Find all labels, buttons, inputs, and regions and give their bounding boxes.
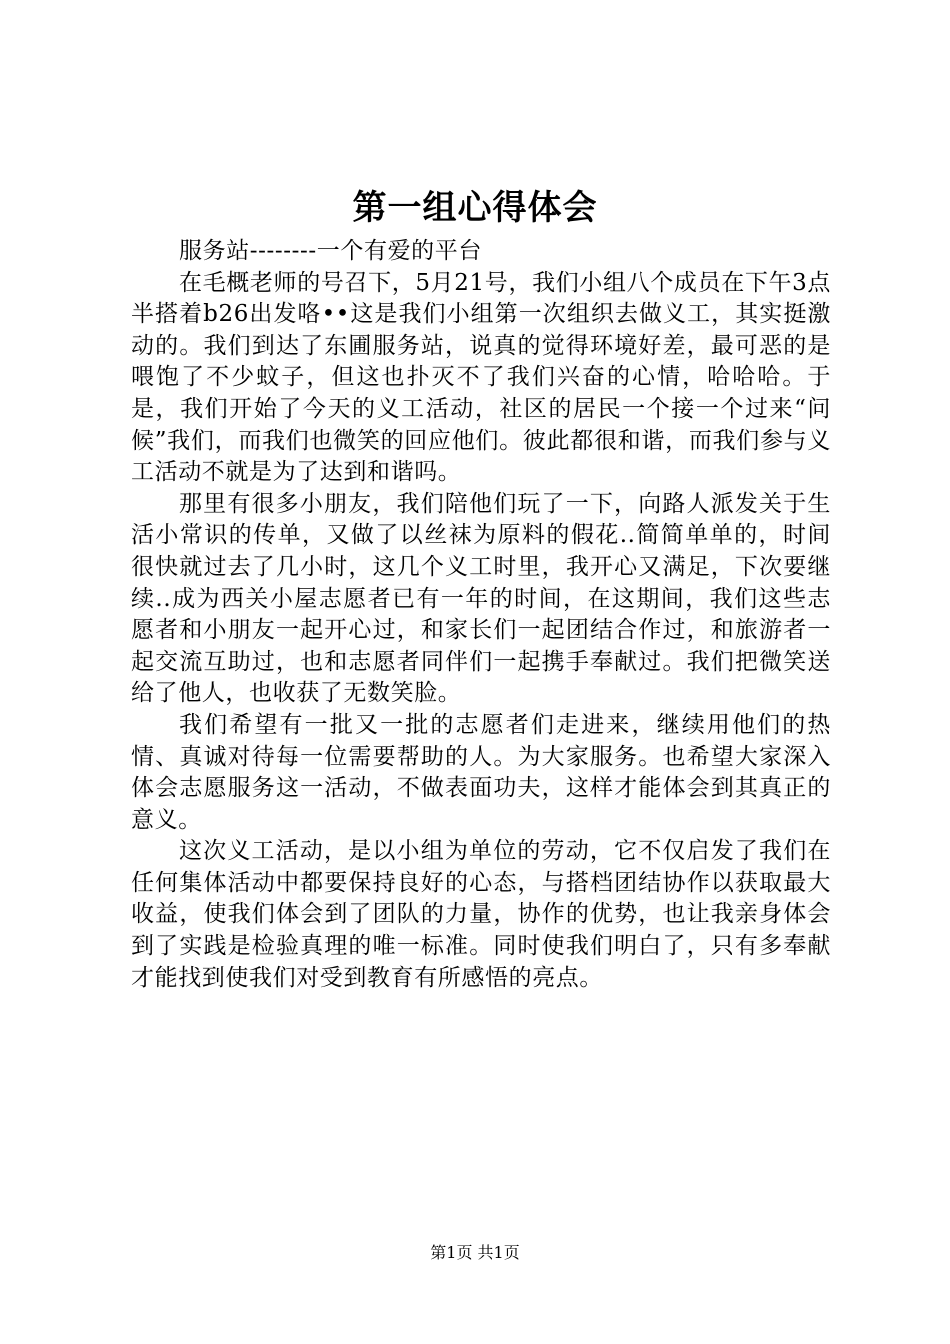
body-paragraph: 这次义工活动，是以小组为单位的劳动，它不仅启发了我们在任何集体活动中都要保持良好的心态，与搭档团结协作以获取最大收益，使我们体会到了团队的力量，协作的优势，也让我亲身体会到了实践是检验真理的唯一标准。同时使我们明白了，只有多奉献才能找到使我们对受到教育有所感悟的亮点。 <box>131 838 831 991</box>
body-paragraph: 我们希望有一批又一批的志愿者们走进来，继续用他们的热情、真诚对待每一位需要帮助的人。为大家服务。也希望大家深入体会志愿服务这一活动，不做表面功夫，这样才能体会到其真正的意义。 <box>131 711 831 833</box>
page-number-footer: 第1页 共1页 <box>430 1243 520 1262</box>
body-paragraph: 那里有很多小朋友，我们陪他们玩了一下，向路人派发关于生活小常识的传单，又做了以丝袜为原料的假花..简简单单的，时间很快就过去了几小时，这几个义工时里，我开心又满足，下次要继续..成为西关小屋志愿者已有一年的时间，在这期间，我们这些志愿者和小朋友一起开心过，和家长们一起团结合作过，和旅游者一起交流互助过，也和志愿者同伴们一起携手奉献过。我们把微笑送给了他人，也收获了无数笑脸。 <box>131 490 831 707</box>
document-body <box>131 236 831 994</box>
subtitle-paragraph: 服务站--------一个有爱的平台 <box>179 238 482 264</box>
document-title: 第一组心得体会 <box>352 188 598 228</box>
body-paragraph: 在毛概老师的号召下，5月21号，我们小组八个成员在下午3点半搭着b26出发咯••这是我们小组第一次组织去做义工，其实挺激动的。我们到达了东圃服务站，说真的觉得环境好差，最可恶的是喂饱了不少蚊子，但这也扑灭不了我们兴奋的心情，哈哈哈。于是，我们开始了今天的义工活动，社区的居民一个接一个过来“问候”我们，而我们也微笑的回应他们。彼此都很和谐，而我们参与义工活动不就是为了达到和谐吗。 <box>131 269 831 486</box>
